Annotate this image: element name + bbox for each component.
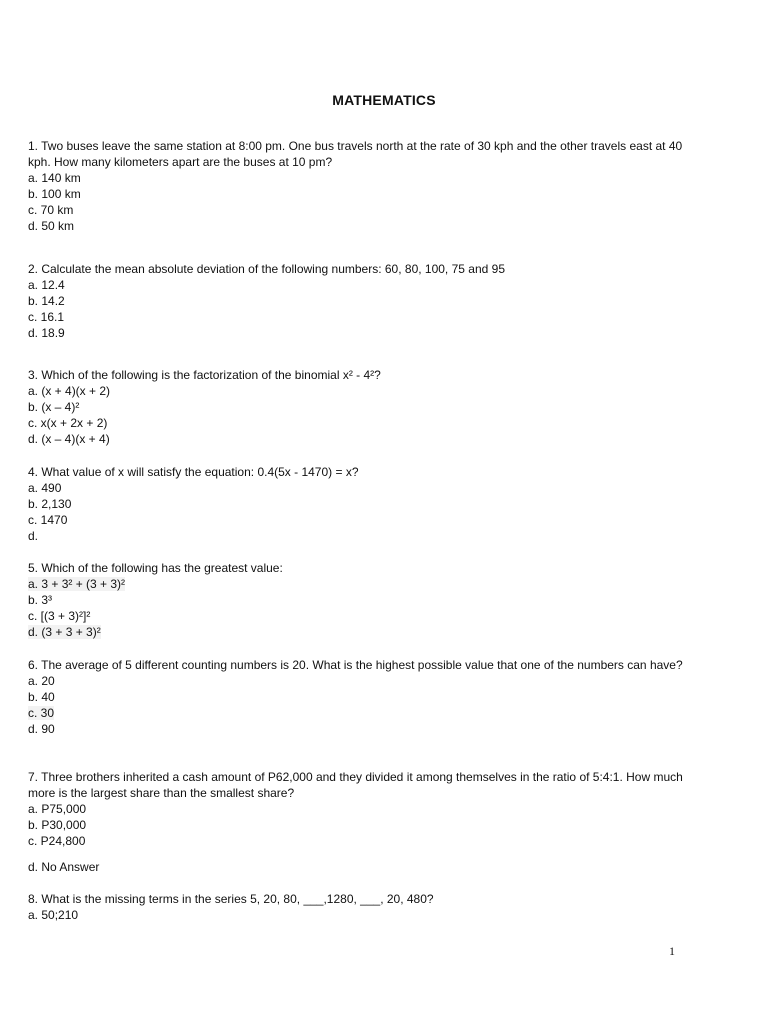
q2-text: 2. Calculate the mean absolute deviation of the following numbers: 60, 80, 100, 75 and 95: [28, 262, 505, 276]
q3-option-d: d. (x – 4)(x + 4): [28, 432, 110, 446]
q2-option-b: b. 14.2: [28, 294, 65, 308]
q1-option-b: b. 100 km: [28, 187, 81, 201]
q1-text-line-2: kph. How many kilometers apart are the buses at 10 pm?: [28, 155, 333, 169]
q3-option-a: a. (x + 4)(x + 2): [28, 384, 111, 398]
q6-option-d: d. 90: [28, 722, 55, 736]
q8-text: 8. What is the missing terms in the series 5, 20, 80, ___,1280, ___, 20, 480?: [28, 892, 434, 906]
q7-option-c: c. P24,800: [28, 834, 86, 848]
q3-text: 3. Which of the following is the factorization of the binomial x² - 4²?: [28, 368, 381, 382]
q7-option-b: b. P30,000: [28, 818, 87, 832]
q5-option-d: [28, 624, 728, 640]
page-title: MATHEMATICS: [332, 92, 436, 108]
q7-text-line-1: 7. Three brothers inherited a cash amount of P62,000 and they divided it among themselves in the ratio of 5:4:1. How much: [28, 770, 683, 784]
q6-option-b: b. 40: [28, 690, 55, 704]
page-number: 1: [669, 944, 675, 958]
q5-option-b: b. 3³: [28, 593, 53, 607]
q4-option-d: d.: [28, 529, 39, 543]
q4-option-c: c. 1470: [28, 513, 68, 527]
q7-option-d: d. No Answer: [28, 860, 100, 874]
q5-option-c: c. [(3 + 3)²]²: [28, 609, 91, 623]
q3-option-c: c. x(x + 2x + 2): [28, 416, 108, 430]
q6-text: 6. The average of 5 different counting numbers is 20. What is the highest possible value that one of the numbers can have?: [28, 658, 683, 672]
q1-option-a: a. 140 km: [28, 171, 81, 185]
q2-option-a: a. 12.4: [28, 278, 65, 292]
q5-option-a: [28, 576, 728, 592]
q4-text: 4. What value of x will satisfy the equation: 0.4(5x - 1470) = x?: [28, 465, 359, 479]
q3-option-b: b. (x – 4)²: [28, 400, 80, 414]
q6-option-c-text: c. 30: [28, 706, 55, 720]
q6-option-a: a. 20: [28, 674, 55, 688]
q4-option-a: a. 490: [28, 481, 62, 495]
q1-option-d: d. 50 km: [28, 219, 75, 233]
q6-option-c: [28, 705, 728, 721]
q5-text: 5. Which of the following has the greatest value:: [28, 561, 283, 575]
q4-option-b: b. 2,130: [28, 497, 72, 511]
q1-option-c: c. 70 km: [28, 203, 74, 217]
q7-text-line-2: more is the largest share than the smallest share?: [28, 786, 295, 800]
q8-option-a: a. 50;210: [28, 908, 79, 922]
q5-option-a-text: a. 3 + 3² + (3 + 3)²: [28, 577, 126, 591]
q2-option-c: c. 16.1: [28, 310, 65, 324]
q7-option-a: a. P75,000: [28, 802, 87, 816]
q5-option-d-text: d. (3 + 3 + 3)²: [28, 625, 101, 639]
q1-text-line-1: 1. Two buses leave the same station at 8:00 pm. One bus travels north at the rate of 30 kph and the other travels east at 40: [28, 139, 683, 153]
q2-option-d: d. 18.9: [28, 326, 65, 340]
